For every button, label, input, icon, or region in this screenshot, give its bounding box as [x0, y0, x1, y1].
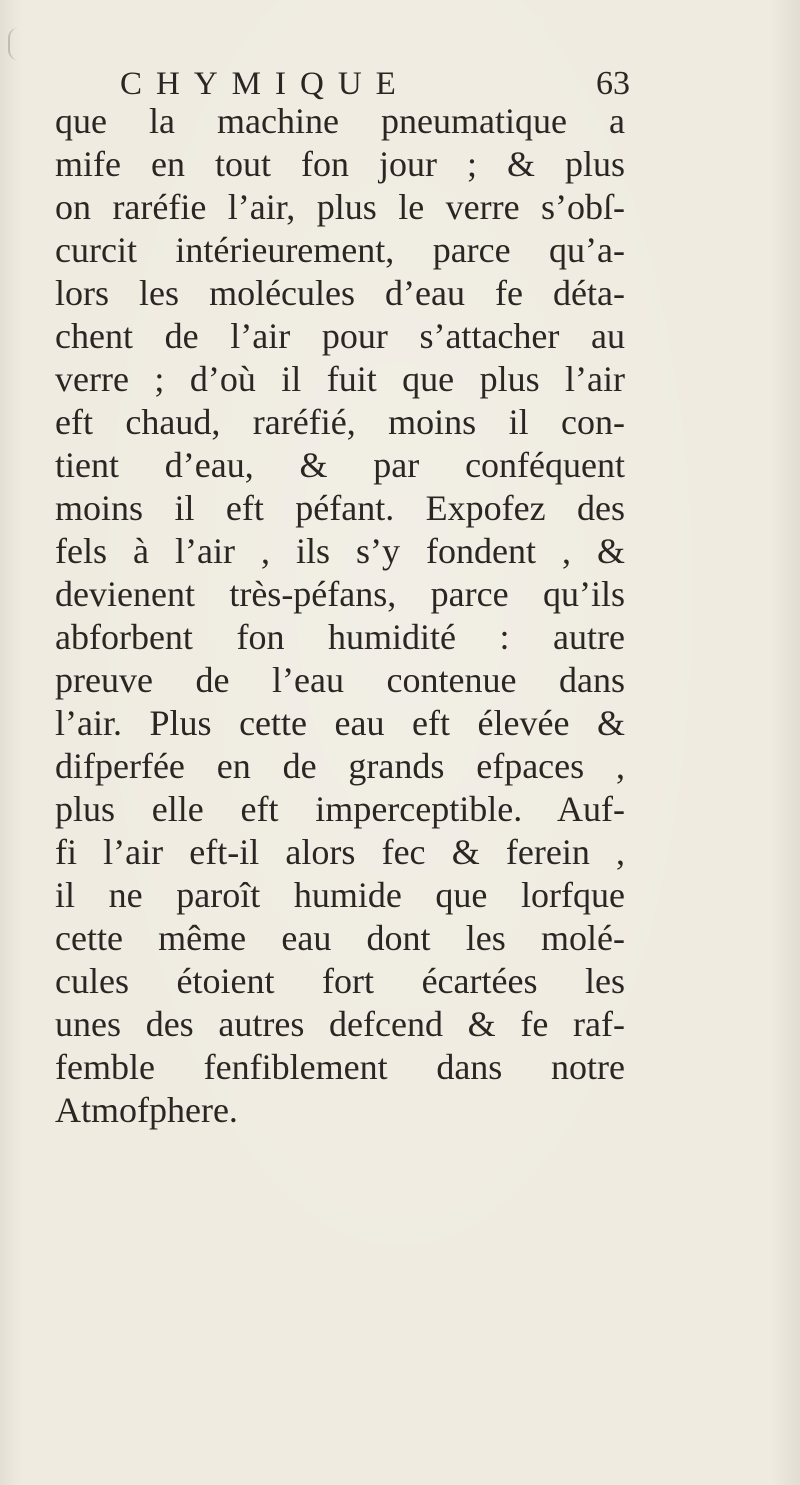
text-line: moins il eft péfant. Expofez des	[55, 488, 625, 528]
text-line: mife en tout fon jour ; & plus	[55, 144, 625, 184]
text-line: l’air. Plus cette eau eft élevée &	[55, 703, 625, 743]
text-line: on raréfie l’air, plus le verre s’obſ-	[55, 187, 625, 227]
text-line: fi l’air eft-il alors fec & ferein ,	[55, 832, 625, 872]
page-edge-mark	[8, 28, 28, 60]
body-text	[55, 100, 625, 1132]
page-number: 63	[596, 65, 630, 102]
text-line: Atmofphere.	[55, 1090, 238, 1130]
text-line: verre ; d’où il fuit que plus l’air	[55, 359, 625, 399]
text-line: abforbent fon humidité : autre	[55, 617, 625, 657]
running-title: CHYMIQUE	[120, 66, 410, 102]
text-line: devienent très-péfans, parce qu’ils	[55, 574, 625, 614]
text-line: chent de l’air pour s’attacher au	[55, 316, 625, 356]
text-line: preuve de l’eau contenue dans	[55, 660, 625, 700]
text-line: tient d’eau, & par conféquent	[55, 445, 625, 485]
text-line: difperfée en de grands efpaces ,	[55, 746, 625, 786]
text-line: eft chaud, raréfié, moins il con-	[55, 402, 625, 442]
text-line: fels à l’air , ils s’y fondent , &	[55, 531, 625, 571]
text-line: il ne paroît humide que lorfque	[55, 875, 625, 915]
text-line: que la machine pneumatique a	[55, 101, 625, 141]
text-line: plus elle eft imperceptible. Auf-	[55, 789, 625, 829]
text-line: cette même eau dont les molé-	[55, 918, 625, 958]
text-line: curcit intérieurement, parce qu’a-	[55, 230, 625, 270]
text-line: unes des autres defcend & fe raf-	[55, 1004, 625, 1044]
text-line: femble fenfiblement dans notre	[55, 1047, 625, 1087]
text-line: lors les molécules d’eau fe déta-	[55, 273, 625, 313]
text-line: cules étoient fort écartées les	[55, 961, 625, 1001]
